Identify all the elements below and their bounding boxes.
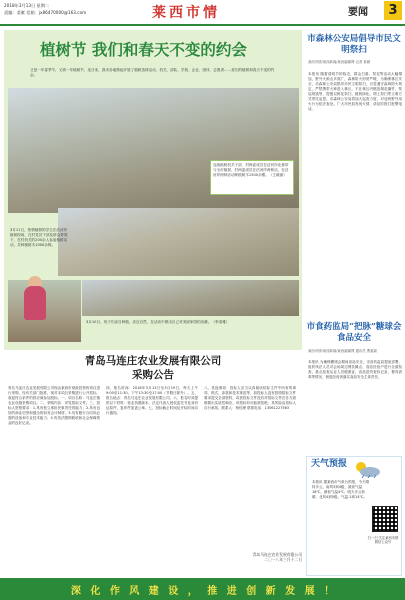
issue-date: 2018年3月13日 星期二 [4, 3, 50, 8]
article-1-body: 本报讯 随着清明节的临近，群众扫墓、祭祀等活动大幅增加，野外火源点多面广，森林防火形势严峻，为确保林区安全，市森林公安局倡导市民文明祭扫，自觉遵守森林防火规定，严禁携带火种进入林区，不在林区内燃放烟花爆竹、焚烧纸钱等，提倡以鲜花祭扫、植树绿化、网上祭扫等文明方式寄托哀思。市森林公安局将加大巡查力度，对违规野外用火行为依法查处。广大市民如发现火情，请及时拨打报警电话。 [308, 72, 402, 111]
photo-caption-1: 连续植树机关干部、村两委成员在沽河岸北林带与全市植树，村两委成员在沽河岸两种活，在沽河岸两种活动种植树木1500余棵。（王晓丽） [210, 160, 294, 195]
tree-planting-photo-4 [82, 280, 299, 316]
newspaper-logo: 莱西市情 [152, 5, 220, 21]
qr-code-caption: 扫一扫 关注莱西市情微信公众号 [367, 536, 399, 545]
lead-story-headline: 植树节 我们和春天不变的约会 [40, 40, 247, 59]
editor-info: 责编：姜雁 信箱：jx86470000@163.com [4, 10, 87, 15]
announcement-column-3: 八、其他事项：投标人应当认真阅读招标文件中所有的事项、格式、条款和技术规范等，如投标人没有按照招标文件要求提交全部资料，或者投标文件没有对招标文件在各方面都做出实质性响应，该投标有可能被拒绝，其风险由投标人自行承担。联系人：杨经理 联系电话：13061227563 [204, 386, 296, 410]
announcement-title [28, 354, 278, 382]
announcement-column-1: 青岛马连庄农业发展有限公司现由莱西市财政投资的项目进行采购，经有关部门批准，现对本项目采购进行公开招标，欢迎符合条件的供应商参加投标。一、项目名称：马连庄镇农业设施采购项目。二、采购内容：详见招标文件。三、投标人资格要求：1.具有独立承担民事责任的能力；2.具有良好的商业信誉和健全的财务会计制度；3.具有履行合同所必需的设备和专业技术能力；4.有依法缴纳税收和社会保障资金的良好记录。 [8, 386, 100, 425]
article-1-title: 市森林公安局倡导市民文明祭扫 [307, 34, 401, 55]
tree-planting-photo-2 [58, 208, 299, 276]
section-label: 要闻 [348, 7, 368, 18]
article-2-title: 市食药监局“把脉”糖球会食品安全 [306, 322, 402, 343]
weather-forecast-text: 本报讯 据莱西市气象台预报，今天晴转多云，南风3到4级，最高气温18℃，最低气温4℃；明天多云转晴，北风4到5级，气温-1到14℃。 [312, 480, 370, 499]
announcement-title-line-2: 采购公告 [132, 369, 174, 381]
announcement-signature: 青岛马连庄农业发展有限公司 二〇一八年三月十二日 [252, 552, 302, 562]
announcement-column-2: 四、报名时间：2018年3月13日至3月19日，每天上午9:00至11:30，下午13:30至17:00（节假日除外）。五、报名地点：青岛马连庄农业发展有限公司。六、报名时须提供以下材料：营业执照副本、法定代表人授权委托书及身份证原件、复印件加盖公章。七、投标截止时间及开标时间另行通知。 [106, 386, 198, 415]
qr-code-icon[interactable] [372, 506, 398, 532]
child-figure-body [24, 286, 46, 320]
article-2-byline: 莱西市情/莱西新闻/莱西融媒网 通讯员 曹嘉斌 [308, 349, 377, 353]
article-1-byline: 莱西市情/莱西新闻/莱西融媒网 记者 姜雁 [308, 60, 371, 64]
partly-cloudy-icon [352, 460, 382, 478]
photo-caption-4: 3月10日，孩子们亲自种植，亲近自然，在活动中做出自己对美丽家园的贡献。（李清雅） [86, 320, 230, 324]
photo-caption-2: 3月11日，热情植树的学生在沽河岸植树现场，在村党员干部及群众带领下，在村机关的200余人参加植树活动，共种植树木1000余株。 [10, 228, 68, 247]
footer-slogan: 深 化 作 风 建 设 ， 推 进 创 新 发 展 ！ [70, 586, 338, 597]
announcement-title-line-1: 青岛马连庄农业发展有限公司 [84, 355, 222, 367]
weather-title: 天气预报 [311, 459, 348, 469]
page-number-badge: 3 [384, 1, 402, 20]
lead-story-intro: 又是一年春季节，又到一年植树节，连日来，我市各地掀起开展了植树造林活动，机关、部队、学校、企业、团体、志愿者……爱们的植树和春天不变的约会。 [30, 68, 275, 77]
article-2-body: 本报讯 为确保糖球会期间食品安全，市食药监局提前部署，组织执法人员对会场周边餐饮摊点、食品经营户进行全面检查，重点检查从业人员健康证、食品进货查验记录、餐具消毒等情况，督促经营者落实食品安全主体责任。 [308, 360, 402, 379]
